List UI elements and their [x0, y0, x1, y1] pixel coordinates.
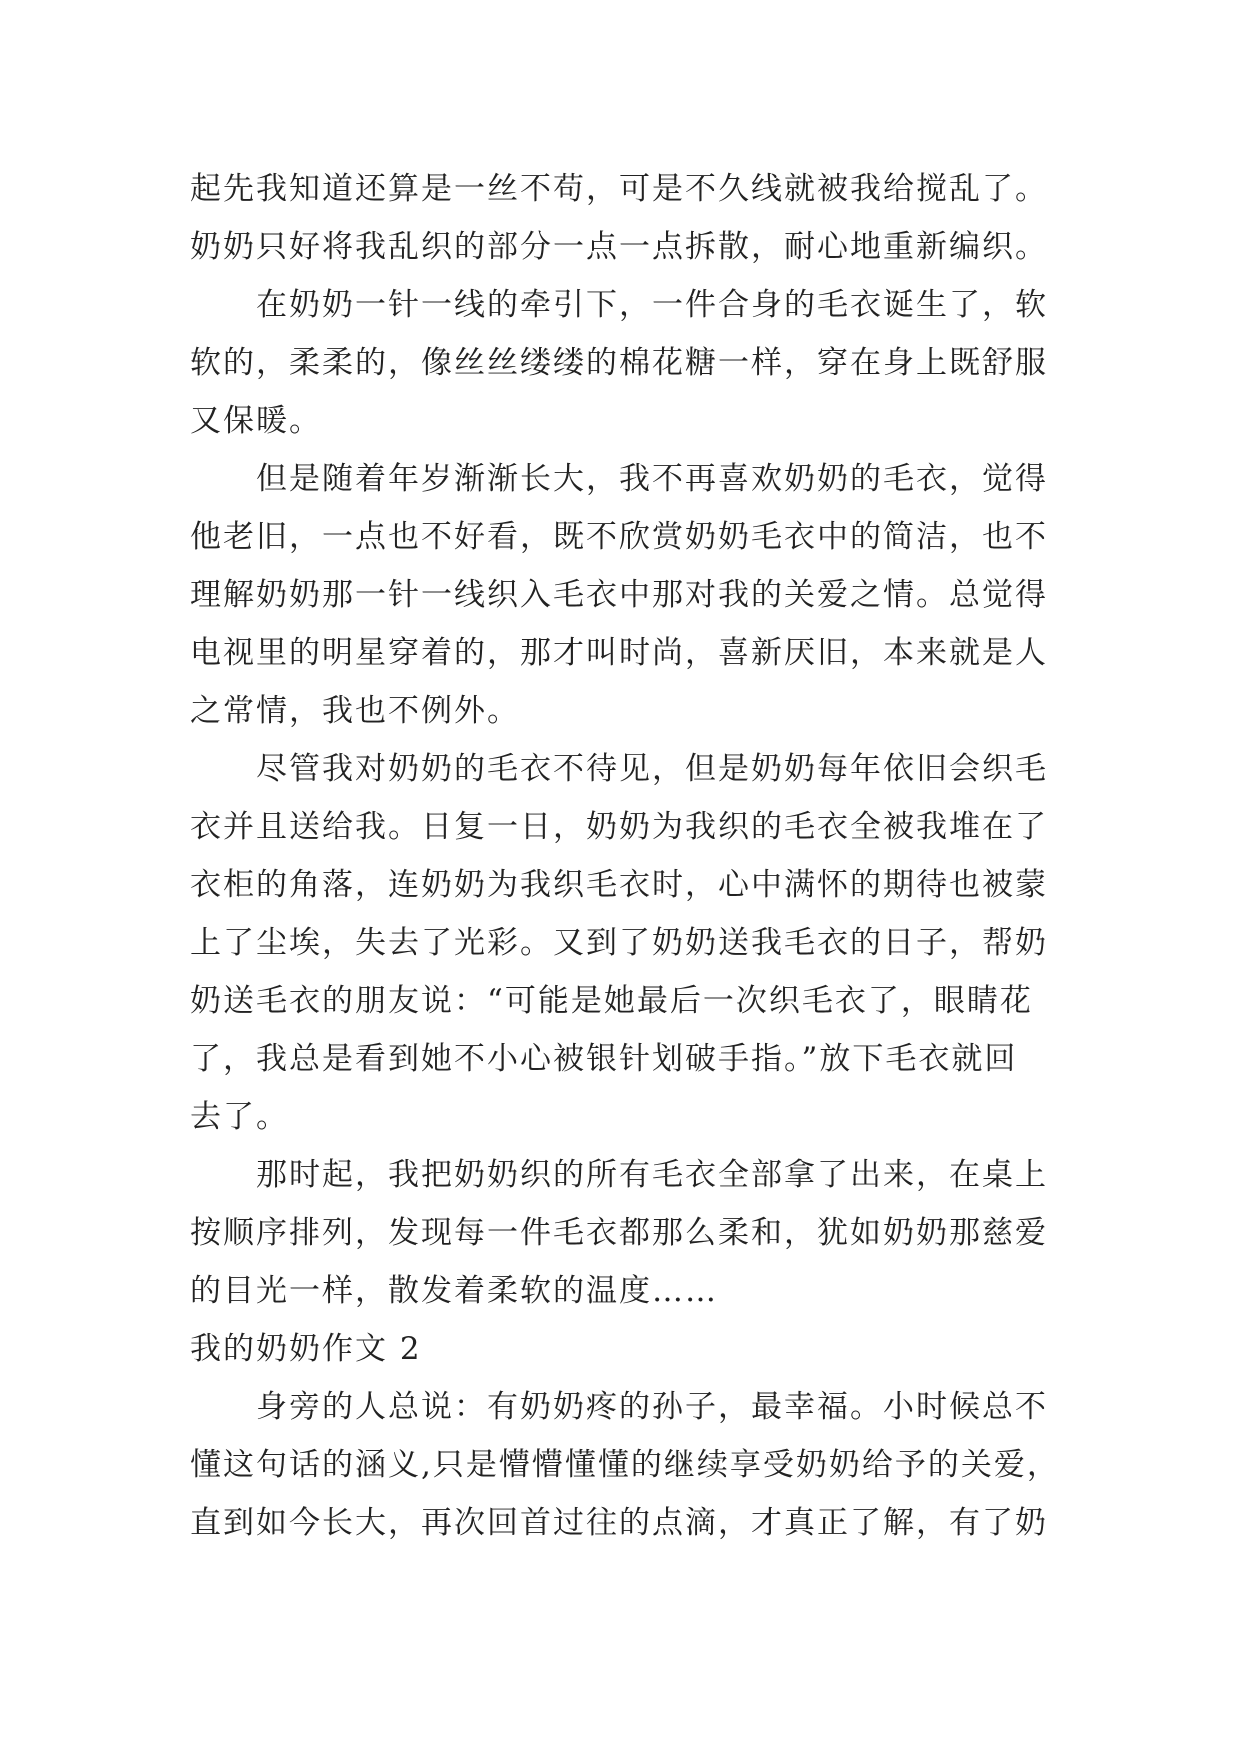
text-line: 懂这句话的涵义,只是懵懵懂懂的继续享受奶奶给予的关爱，: [190, 1447, 1060, 1483]
text-line: 他老旧，一点也不好看，既不欣赏奶奶毛衣中的简洁，也不: [190, 519, 1048, 555]
text-line: 上了尘埃，失去了光彩。又到了奶奶送我毛衣的日子，帮奶: [190, 925, 1048, 961]
text-line: 在奶奶一针一线的牵引下，一件合身的毛衣诞生了，软: [256, 287, 1048, 323]
text-line: 了，我总是看到她不小心被银针划破手指。”放下毛衣就回: [190, 1041, 1018, 1077]
text-line: 奶奶只好将我乱织的部分一点一点拆散，耐心地重新编织。: [190, 229, 1048, 265]
text-line: 直到如今长大，再次回首过往的点滴，才真正了解，有了奶: [190, 1505, 1048, 1541]
text-line: 我的奶奶作文 2: [190, 1331, 422, 1367]
text-line: 身旁的人总说：有奶奶疼的孙子，最幸福。小时候总不: [256, 1389, 1048, 1425]
text-line: 衣并且送给我。日复一日，奶奶为我织的毛衣全被我堆在了: [190, 809, 1048, 845]
text-line: 的目光一样，散发着柔软的温度……: [190, 1273, 718, 1309]
text-line: 衣柜的角落，连奶奶为我织毛衣时，心中满怀的期待也被蒙: [190, 867, 1048, 903]
text-line: 又保暖。: [190, 403, 322, 439]
document-body: [190, 160, 1070, 1552]
text-line: 但是随着年岁渐渐长大，我不再喜欢奶奶的毛衣，觉得: [256, 461, 1048, 497]
text-line: 电视里的明星穿着的，那才叫时尚，喜新厌旧，本来就是人: [190, 635, 1048, 671]
text-line: 理解奶奶那一针一线织入毛衣中那对我的关爱之情。总觉得: [190, 577, 1048, 613]
text-line: 按顺序排列，发现每一件毛衣都那么柔和，犹如奶奶那慈爱: [190, 1215, 1048, 1251]
text-line: 之常情，我也不例外。: [190, 693, 520, 729]
text-line: 软的，柔柔的，像丝丝缕缕的棉花糖一样，穿在身上既舒服: [190, 345, 1048, 381]
text-line: 那时起，我把奶奶织的所有毛衣全部拿了出来，在桌上: [256, 1157, 1048, 1193]
text-line: 尽管我对奶奶的毛衣不待见，但是奶奶每年依旧会织毛: [256, 751, 1048, 787]
text-line: 起先我知道还算是一丝不苟，可是不久线就被我给搅乱了。: [190, 171, 1048, 207]
text-line: 奶送毛衣的朋友说：“可能是她最后一次织毛衣了，眼睛花: [190, 983, 1033, 1019]
text-line: 去了。: [190, 1099, 289, 1135]
